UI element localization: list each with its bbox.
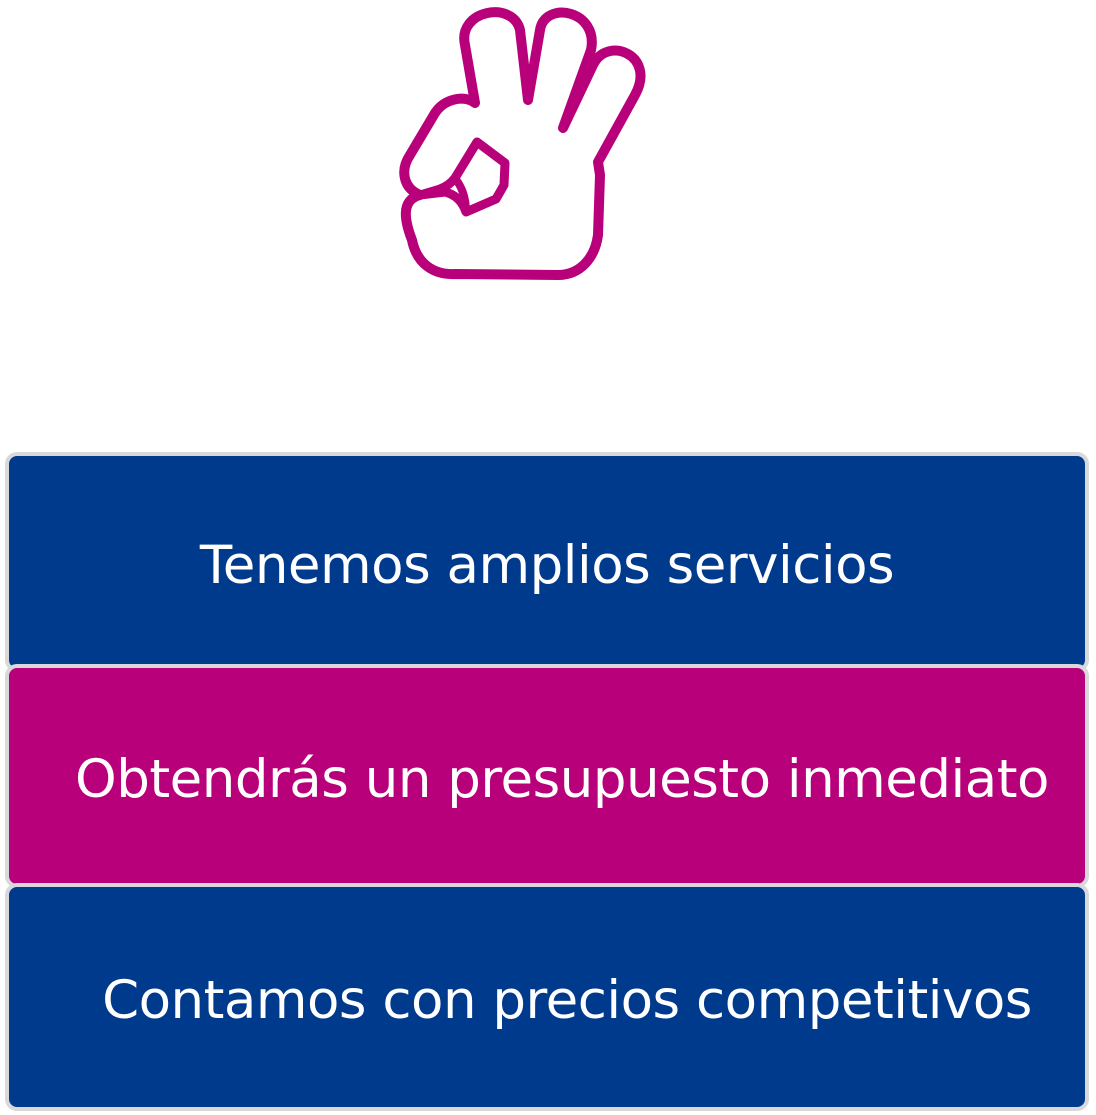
feature-bar-prices bbox=[5, 883, 1089, 1111]
feature-label: Contamos con precios competitivos bbox=[102, 969, 1032, 1031]
feature-label: Tenemos amplios servicios bbox=[199, 534, 895, 596]
feature-bar-services bbox=[5, 452, 1089, 672]
feature-label: Obtendrás un presupuesto inmediato bbox=[75, 748, 1049, 810]
feature-bar-quote bbox=[5, 664, 1089, 888]
ok-hand-gesture-icon bbox=[395, 0, 665, 290]
